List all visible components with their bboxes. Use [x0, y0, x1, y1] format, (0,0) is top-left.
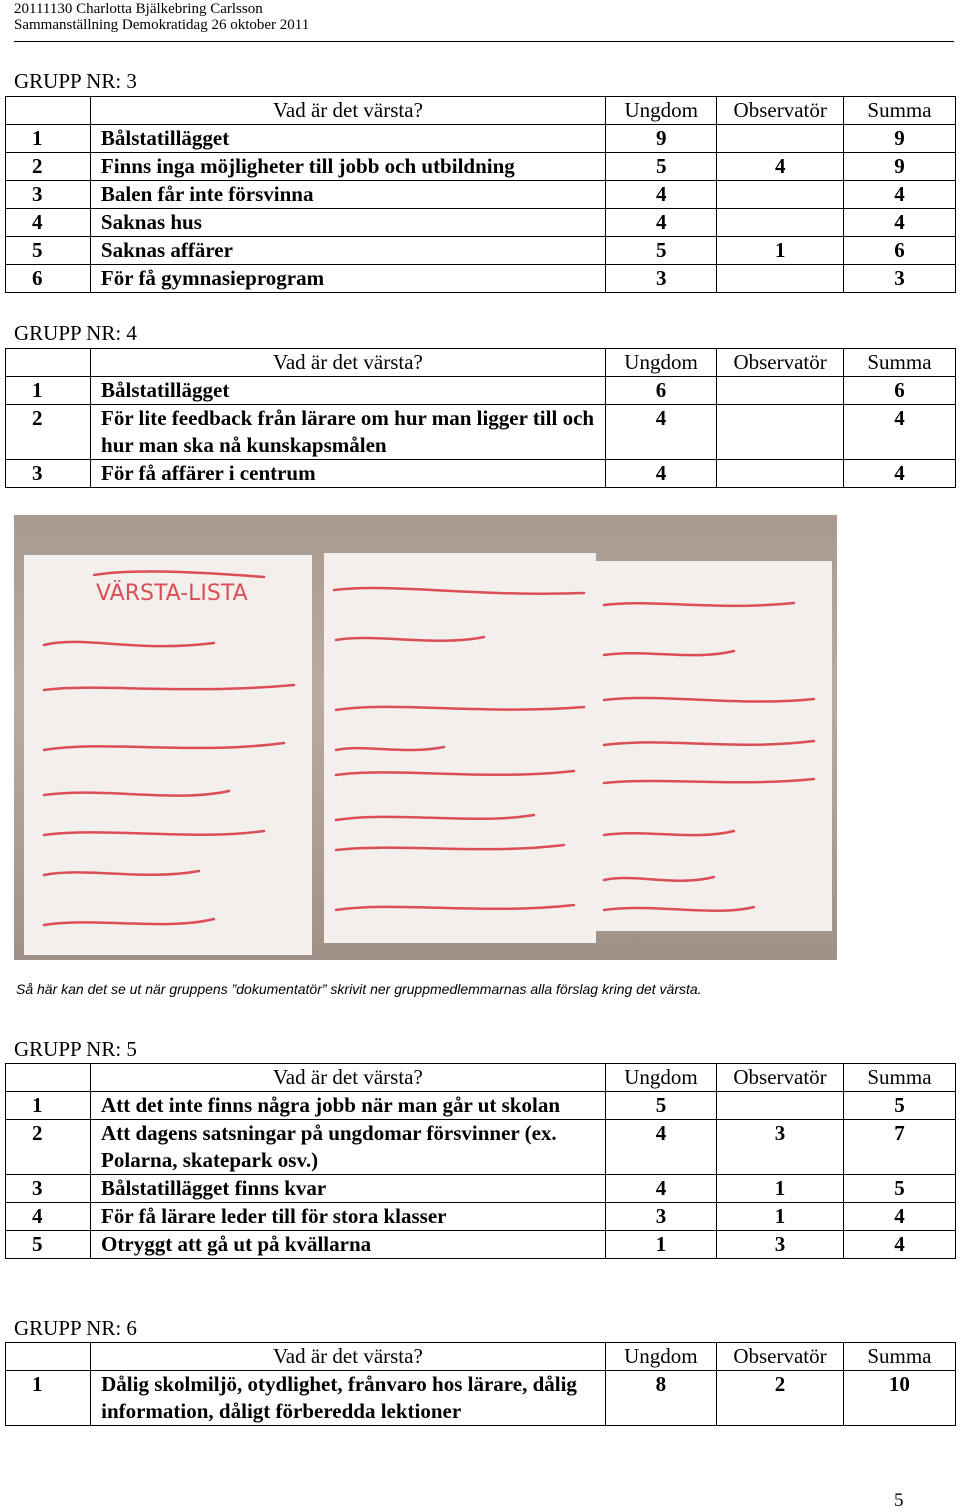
- table-row: [6, 181, 956, 209]
- column-header-observator: Observatör: [717, 349, 844, 377]
- group-4-title: GRUPP NR: 4: [14, 321, 137, 345]
- handwriting-stroke: [604, 741, 814, 745]
- row-text: Att dagens satsningar på ungdomar försvinner (ex. Polarna, skatepark osv.): [91, 1120, 606, 1175]
- handwriting-stroke: [604, 651, 734, 655]
- table-row: [6, 153, 956, 181]
- ungdom-value: 3: [605, 1203, 716, 1231]
- handwriting-drawing: [14, 515, 837, 960]
- table-row: [6, 1092, 956, 1120]
- summa-value: 4: [844, 181, 956, 209]
- table-row: [6, 1371, 956, 1426]
- row-text: Saknas hus: [90, 209, 605, 237]
- column-header-summa: Summa: [844, 97, 956, 125]
- ungdom-value: 4: [606, 181, 717, 209]
- handwriting-stroke: [94, 571, 264, 577]
- table-row: [6, 265, 956, 293]
- handwriting-stroke: [604, 877, 714, 881]
- row-number: 1: [6, 1371, 91, 1426]
- group-5-title: GRUPP NR: 5: [14, 1037, 137, 1061]
- table-header-row: [6, 349, 956, 377]
- handwriting-stroke: [334, 588, 584, 594]
- handwriting-stroke: [604, 831, 734, 835]
- ungdom-value: 9: [606, 125, 717, 153]
- row-number: 3: [6, 1175, 91, 1203]
- observator-value: 1: [717, 237, 844, 265]
- row-number: 2: [6, 1120, 91, 1175]
- row-text: Saknas affärer: [90, 237, 605, 265]
- row-number: 4: [6, 209, 91, 237]
- ungdom-value: 4: [605, 405, 716, 460]
- table-header-row: [6, 1064, 956, 1092]
- summa-value: 3: [844, 265, 956, 293]
- header-blank-cell: [6, 1064, 91, 1092]
- handwriting-stroke: [336, 771, 574, 775]
- table-row: [6, 1120, 956, 1175]
- summa-value: 4: [843, 1231, 955, 1259]
- column-header-question: Vad är det värsta?: [90, 97, 605, 125]
- handwriting-stroke: [44, 871, 199, 875]
- summa-value: 10: [843, 1371, 955, 1426]
- column-header-question: Vad är det värsta?: [91, 1343, 606, 1371]
- table-row: [6, 460, 956, 488]
- table-row: [6, 209, 956, 237]
- observator-value: 4: [717, 153, 844, 181]
- table-header-row: [6, 97, 956, 125]
- row-number: 4: [6, 1203, 91, 1231]
- observator-value: 2: [717, 1371, 844, 1426]
- handwriting-stroke: [604, 698, 814, 702]
- handwriting-stroke: [336, 845, 564, 850]
- ungdom-value: 5: [606, 153, 717, 181]
- ungdom-value: 8: [605, 1371, 717, 1426]
- group-3-title: GRUPP NR: 3: [14, 69, 137, 93]
- summa-value: 5: [843, 1175, 955, 1203]
- observator-value: [717, 265, 844, 293]
- column-header-ungdom: Ungdom: [605, 1064, 716, 1092]
- column-header-observator: Observatör: [717, 1343, 844, 1371]
- summa-value: 6: [843, 377, 955, 405]
- row-number: 2: [6, 405, 91, 460]
- header-line-1: 20111130 Charlotta Bjälkebring Carlsson: [14, 1, 263, 17]
- handwriting-stroke: [44, 743, 284, 750]
- table-row: [6, 125, 956, 153]
- observator-value: [717, 460, 844, 488]
- ungdom-value: 5: [605, 1092, 716, 1120]
- ungdom-value: 5: [606, 237, 717, 265]
- observator-value: 1: [717, 1175, 844, 1203]
- summa-value: 7: [843, 1120, 955, 1175]
- ungdom-value: 4: [606, 209, 717, 237]
- header-blank-cell: [6, 349, 91, 377]
- row-number: 1: [6, 125, 91, 153]
- whiteboard-photo: [14, 515, 837, 960]
- column-header-observator: Observatör: [717, 1064, 844, 1092]
- column-header-ungdom: Ungdom: [605, 349, 716, 377]
- observator-value: [717, 1092, 844, 1120]
- table-row: [6, 1231, 956, 1259]
- row-text: Bålstatillägget: [91, 377, 606, 405]
- column-header-question: Vad är det värsta?: [91, 1064, 606, 1092]
- handwriting-stroke: [336, 747, 444, 750]
- summa-value: 4: [844, 209, 956, 237]
- ungdom-value: 3: [606, 265, 717, 293]
- column-header-summa: Summa: [843, 1064, 955, 1092]
- row-text: Balen får inte försvinna: [90, 181, 605, 209]
- group-4-table: [5, 348, 956, 488]
- observator-value: [717, 181, 844, 209]
- observator-value: [717, 209, 844, 237]
- ungdom-value: 4: [605, 460, 716, 488]
- header-rule: [14, 41, 954, 42]
- observator-value: 3: [717, 1231, 844, 1259]
- table-row: [6, 1175, 956, 1203]
- table-row: [6, 1203, 956, 1231]
- row-text: För få affärer i centrum: [91, 460, 606, 488]
- row-number: 1: [6, 377, 91, 405]
- observator-value: [717, 125, 844, 153]
- group-6-title: GRUPP NR: 6: [14, 1316, 137, 1340]
- table-row: [6, 237, 956, 265]
- handwriting-stroke: [336, 637, 484, 641]
- handwriting-stroke: [44, 791, 229, 796]
- handwriting-stroke: [44, 831, 264, 835]
- row-text: För lite feedback från lärare om hur man ligger till och hur man ska nå kunskapsmålen: [91, 405, 606, 460]
- handwriting-stroke: [336, 707, 584, 710]
- header-line-2: Sammanställning Demokratidag 26 oktober 2011: [14, 17, 310, 33]
- column-header-summa: Summa: [843, 349, 955, 377]
- row-number: 3: [6, 181, 91, 209]
- observator-value: 3: [717, 1120, 844, 1175]
- row-text: Att det inte finns några jobb när man går ut skolan: [91, 1092, 606, 1120]
- summa-value: 4: [843, 1203, 955, 1231]
- observator-value: [717, 405, 844, 460]
- summa-value: 6: [844, 237, 956, 265]
- handwriting-stroke: [44, 685, 294, 690]
- handwriting-stroke: [44, 919, 214, 925]
- row-text: För få gymnasieprogram: [90, 265, 605, 293]
- column-header-summa: Summa: [843, 1343, 955, 1371]
- photo-handwritten-heading: VÄRSTA-LISTA: [96, 581, 248, 606]
- handwriting-stroke: [604, 907, 754, 911]
- summa-value: 4: [843, 405, 955, 460]
- row-number: 5: [6, 1231, 91, 1259]
- group-3-table: [5, 96, 956, 293]
- handwriting-stroke: [604, 603, 794, 606]
- observator-value: [717, 377, 844, 405]
- table-row: [6, 405, 956, 460]
- row-number: 3: [6, 460, 91, 488]
- handwriting-stroke: [336, 815, 534, 820]
- column-header-question: Vad är det värsta?: [91, 349, 606, 377]
- handwriting-stroke: [604, 779, 814, 783]
- summa-value: 9: [844, 153, 956, 181]
- summa-value: 5: [843, 1092, 955, 1120]
- header-blank-cell: [6, 97, 91, 125]
- group-5-table: [5, 1063, 956, 1259]
- handwriting-stroke: [44, 642, 214, 646]
- row-text: Finns inga möjligheter till jobb och utbildning: [90, 153, 605, 181]
- row-text: Bålstatillägget: [90, 125, 605, 153]
- row-text: Bålstatillägget finns kvar: [91, 1175, 606, 1203]
- column-header-observator: Observatör: [717, 97, 844, 125]
- photo-caption: Så här kan det se ut när gruppens ”dokumentatör” skrivit ner gruppmedlemmarnas alla förslag kring det värsta.: [16, 981, 702, 997]
- summa-value: 9: [844, 125, 956, 153]
- row-text: Dålig skolmiljö, otydlighet, frånvaro hos lärare, dålig information, dåligt förberedda lektioner: [91, 1371, 606, 1426]
- row-number: 5: [6, 237, 91, 265]
- row-number: 1: [6, 1092, 91, 1120]
- table-header-row: [6, 1343, 956, 1371]
- page-number: 5: [894, 1490, 904, 1511]
- ungdom-value: 6: [605, 377, 716, 405]
- group-6-table: [5, 1342, 956, 1426]
- summa-value: 4: [843, 460, 955, 488]
- row-number: 2: [6, 153, 91, 181]
- header-blank-cell: [6, 1343, 91, 1371]
- column-header-ungdom: Ungdom: [606, 97, 717, 125]
- row-text: För få lärare leder till för stora klasser: [91, 1203, 606, 1231]
- column-header-ungdom: Ungdom: [605, 1343, 717, 1371]
- ungdom-value: 4: [605, 1175, 716, 1203]
- handwriting-stroke: [336, 905, 574, 910]
- ungdom-value: 1: [605, 1231, 716, 1259]
- ungdom-value: 4: [605, 1120, 716, 1175]
- observator-value: 1: [717, 1203, 844, 1231]
- row-text: Otryggt att gå ut på kvällarna: [91, 1231, 606, 1259]
- row-number: 6: [6, 265, 91, 293]
- table-row: [6, 377, 956, 405]
